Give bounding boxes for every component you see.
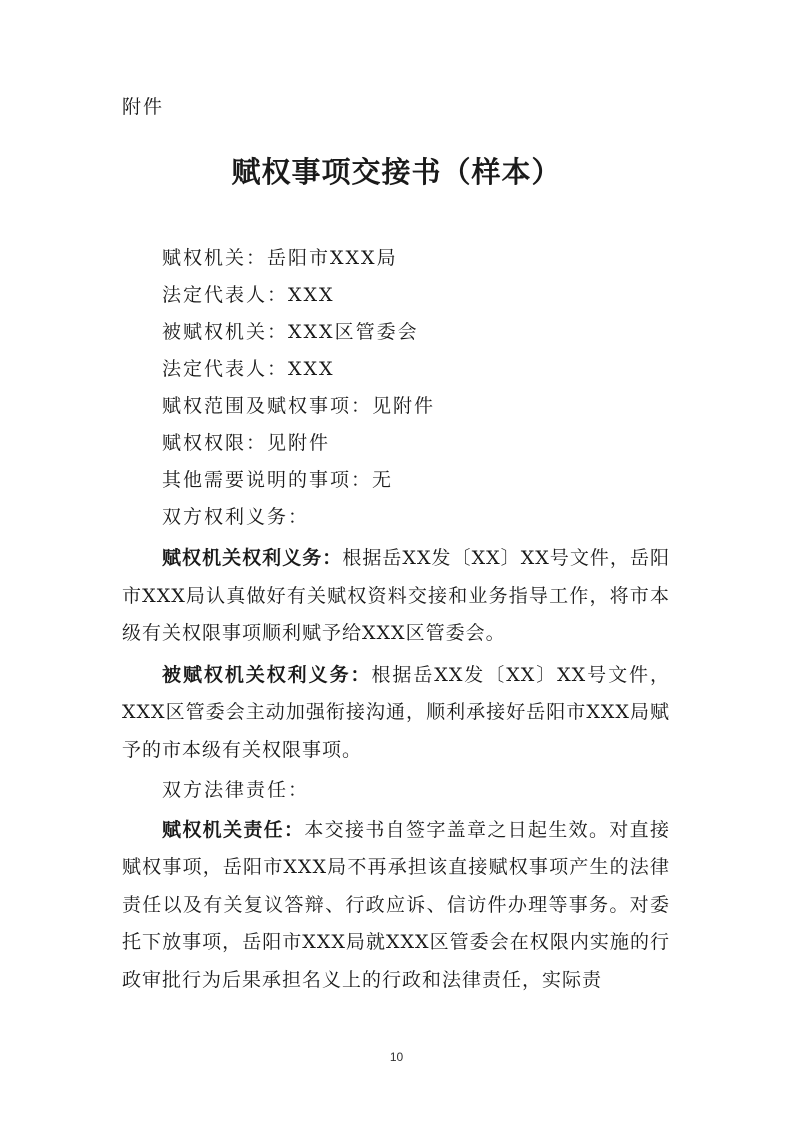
field-grantor-representative: 法定代表人：XXX (162, 284, 335, 306)
field-grantee: 被赋权机关：XXX区管委会 (162, 321, 419, 343)
grantee-rights-heading: 被赋权机关权利义务： (162, 663, 372, 686)
grantor-liability-heading: 赋权机关责任： (162, 818, 305, 841)
attachment-label: 附件 (122, 96, 165, 118)
grantee-rights-paragraph (122, 657, 670, 770)
field-scope: 赋权范围及赋权事项：见附件 (162, 395, 436, 417)
rights-section (122, 540, 670, 769)
grantor-liability-text: 本交接书自签字盖章之日起生效。对直接赋权事项，岳阳市XXX局不再承担该直接赋权事项产生的法律责任以及有关复议答辩、行政应诉、信访件办理等事务。对委托下放事项，岳阳市XXX局就XXX区管委会在权限内实施的行政审批行为后果承担名义上的行政和法律责任，实际责 (122, 818, 670, 991)
field-other-notes: 其他需要说明的事项：无 (162, 469, 394, 491)
grantor-rights-text: 根据岳XX发〔XX〕XX号文件，岳阳市XXX局认真做好有关赋权资料交接和业务指导工作，将市本级有关权限事项顺利赋予给XXX区管委会。 (122, 547, 670, 644)
field-grantee-representative: 法定代表人：XXX (162, 358, 335, 380)
page-number: 10 (389, 1050, 404, 1064)
document-title: 赋权事项交接书（样本） (231, 155, 562, 189)
grantor-liability-paragraph (122, 812, 670, 1000)
field-rights-heading: 双方权利义务： (162, 506, 310, 528)
legal-subhead: 双方法律责任： (162, 779, 310, 801)
legal-section (122, 772, 670, 999)
field-grantor: 赋权机关：岳阳市XXX局 (162, 247, 398, 269)
grantee-rights-text: 根据岳XX发〔XX〕XX号文件，XXX区管委会主动加强衔接沟通，顺利承接好岳阳市XXX局赋予的市本级有关权限事项。 (122, 663, 670, 761)
grantor-rights-heading: 赋权机关权利义务： (162, 547, 343, 569)
grantor-rights-paragraph (122, 540, 670, 653)
header-fields (162, 240, 682, 536)
field-authority: 赋权权限：见附件 (162, 432, 331, 454)
